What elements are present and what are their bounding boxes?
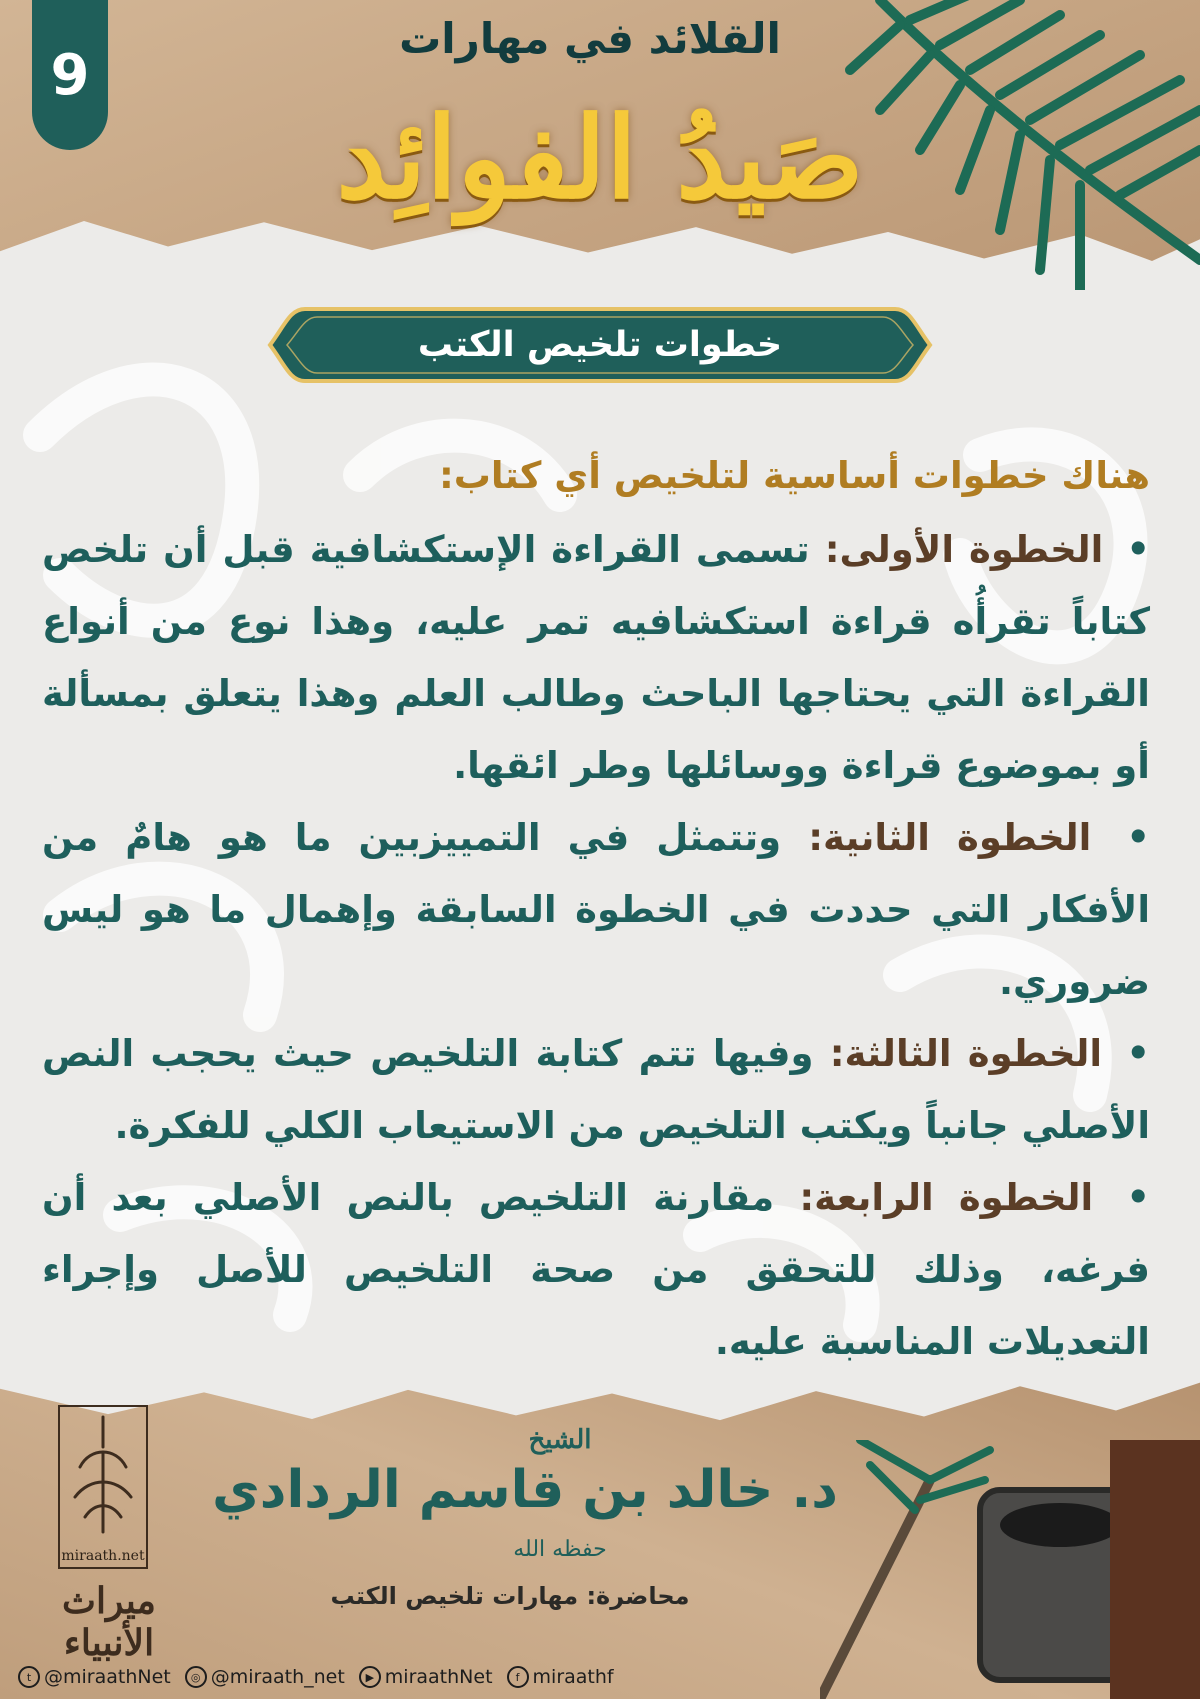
series-subtitle: القلائد في مهارات bbox=[399, 14, 781, 63]
series-title: صَيدُ الفوائِد bbox=[336, 93, 864, 224]
article-body bbox=[42, 440, 1150, 1378]
social-links-bar bbox=[18, 1662, 614, 1692]
bullet-icon: • bbox=[1126, 528, 1151, 571]
bullet-icon: • bbox=[1126, 816, 1150, 859]
step-item bbox=[42, 514, 1150, 802]
social-link-instagram[interactable] bbox=[185, 1666, 345, 1688]
sheikh-name: د. خالد بن قاسم الردادي bbox=[212, 1460, 838, 1520]
step-label: الخطوة الثالثة: bbox=[829, 1032, 1103, 1075]
logo-emblem-icon bbox=[60, 1407, 146, 1547]
youtube-icon: ▶ bbox=[359, 1666, 381, 1688]
social-handle: miraathf bbox=[532, 1666, 614, 1688]
step-item bbox=[42, 802, 1150, 1018]
social-handle: @miraath_net bbox=[210, 1666, 345, 1688]
logo-url[interactable]: miraath.net bbox=[61, 1548, 145, 1564]
sheikh-title: الشيخ bbox=[528, 1425, 592, 1455]
step-text: وتتمثل في التمييزبين ما هو هامٌ من الأفكار التي حددت في الخطوة السابقة وإهمال ما هو ليس ضروري. bbox=[42, 816, 1150, 1003]
palm-leaf-decoration bbox=[840, 0, 1200, 290]
episode-number: 9 bbox=[50, 42, 90, 108]
step-item bbox=[42, 1162, 1150, 1378]
bullet-icon: • bbox=[1126, 1032, 1150, 1075]
step-label: الخطوة الأولى: bbox=[824, 528, 1104, 571]
miraath-logo[interactable] bbox=[58, 1405, 148, 1569]
episode-number-badge bbox=[32, 0, 108, 150]
page-title: خطوات تلخيص الكتب bbox=[417, 325, 783, 365]
social-handle: miraathNet bbox=[384, 1666, 493, 1688]
social-link-twitter[interactable] bbox=[18, 1666, 171, 1688]
step-item bbox=[42, 1018, 1150, 1162]
social-handle: @miraathNet bbox=[44, 1666, 171, 1688]
instagram-icon: ◎ bbox=[185, 1666, 207, 1688]
social-link-youtube[interactable] bbox=[359, 1666, 493, 1688]
step-text: تسمى القراءة الإستكشافية قبل أن تلخص كتاباً تقرأُه قراءة استكشافيه تمر عليه، وهذا نوع من أنواع القراءة التي يحتاجها الباحث وطالب العلم وهذا يتعلق بمسألة أو بموضوع قراءة ووسائلها وطر ائقها. bbox=[42, 528, 1150, 787]
inkwell-quill-decoration bbox=[820, 1440, 1200, 1699]
twitter-icon: t bbox=[18, 1666, 40, 1688]
intro-line: هناك خطوات أساسية لتلخيص أي كتاب: bbox=[438, 454, 1150, 497]
step-label: الخطوة الثانية: bbox=[808, 816, 1092, 859]
sheikh-honorific: حفظه الله bbox=[513, 1537, 607, 1562]
social-link-facebook[interactable] bbox=[507, 1666, 614, 1688]
lecture-title: محاضرة: مهارات تلخيص الكتب bbox=[330, 1582, 690, 1610]
step-text: مقارنة التلخيص بالنص الأصلي بعد أن فرغه، وذلك للتحقق من صحة التلخيص للأصل وإجراء التعديلات المناسبة عليه. bbox=[42, 1176, 1150, 1363]
title-banner bbox=[265, 305, 935, 385]
bullet-icon: • bbox=[1126, 1176, 1150, 1219]
step-text: وفيها تتم كتابة التلخيص حيث يحجب النص الأصلي جانباً ويكتب التلخيص من الاستيعاب الكلي للفكرة. bbox=[42, 1032, 1150, 1147]
facebook-icon: f bbox=[507, 1666, 529, 1688]
logo-name: ميراث الأنبياء bbox=[62, 1580, 156, 1664]
step-label: الخطوة الرابعة: bbox=[799, 1176, 1094, 1219]
